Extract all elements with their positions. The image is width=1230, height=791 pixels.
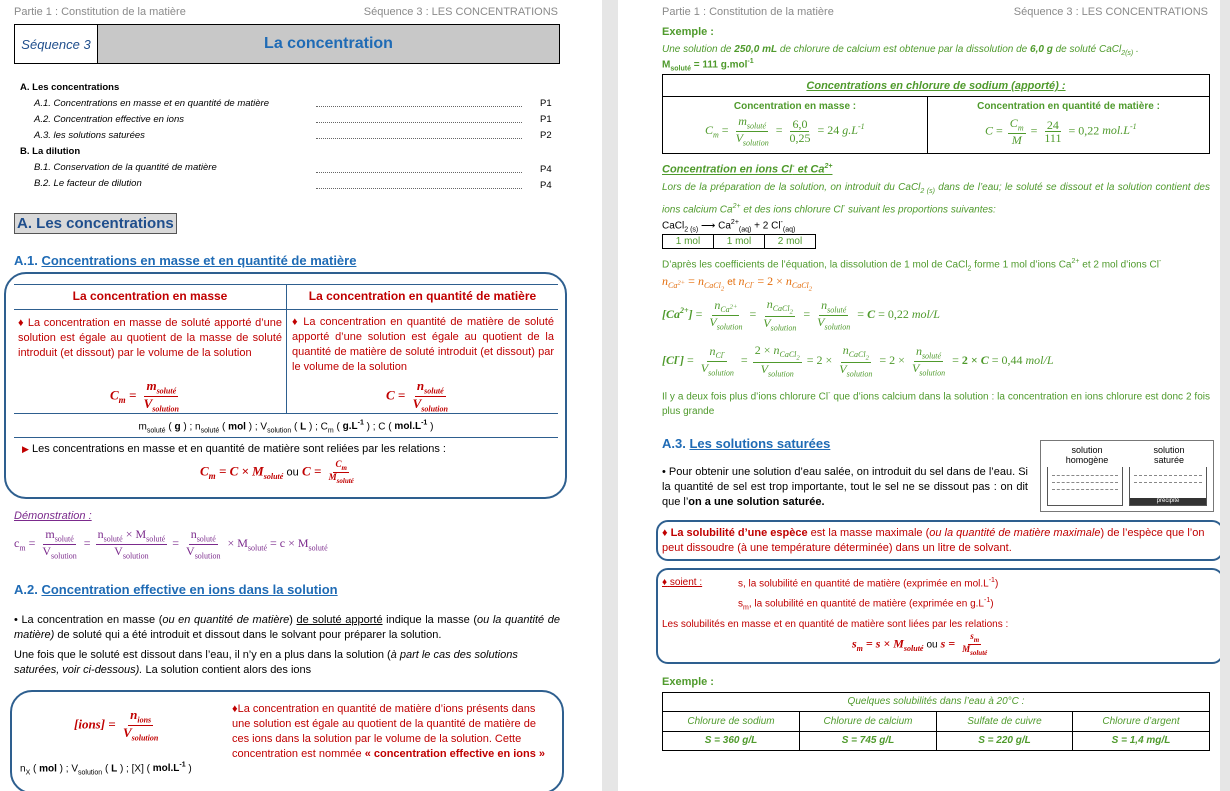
solubility-val-1: S = 745 g/L [841, 735, 895, 746]
molar-concentration-header: La concentration en quantité de matière [308, 289, 537, 303]
page-2 [618, 0, 1220, 791]
solubility-col-3: Chlorure d’argent [1102, 716, 1180, 727]
header-right: Séquence 3 : LES CONCENTRATIONS [363, 6, 558, 18]
ca-concentration-formula: $[Ca^{2+}]$ = $\frac{n_{Ca^{2+}}}{V_{solution}}$ = $\frac{n_{CaCl_2}}{V_{solution}}$ = $\frac{n_{soluté}}{V_{solution}}$ = C = 0,22 mol/L [662, 297, 940, 333]
soient-label: ♦ soient : [662, 577, 703, 588]
c-calculation: C = $\frac{C_m}{M}$ = $\frac{24}{111}$ = 0,22 $mol.L^{-1}$ [985, 116, 1137, 147]
table-of-contents [20, 82, 560, 194]
example2-title: Exemple : [662, 676, 714, 688]
header-left: Partie 1 : Constitution de la matière [662, 6, 834, 18]
section-a3-title: A.3. Les solutions saturées [662, 436, 831, 451]
beaker-homogeneous [1047, 467, 1123, 506]
mole-table: 1 mol 1 mol 2 mol [662, 234, 816, 249]
section-a-title: A. Les concentrations [14, 213, 177, 234]
sequence-label: Séquence 3 [15, 25, 98, 63]
toc-row[interactable]: A.3. les solutions saturées P2 [34, 130, 552, 141]
toc-b: B. La dilution [20, 146, 81, 157]
solubility-col-1: Chlorure de calcium [823, 716, 913, 727]
ions-formula: [ions] = $\frac{n_{ions}}{V_{solution}}$ [74, 707, 159, 743]
beaker-saturated [1129, 467, 1207, 506]
saturated-label: solution saturée [1153, 445, 1185, 465]
toc-row[interactable]: A.1. Concentrations en masse et en quantité de matière P1 [34, 98, 552, 109]
page-1 [0, 0, 602, 791]
chloride-conclusion: Il y a deux fois plus d’ions chlorure Cl- que d’ions calcium dans la solution : la concentration en ions chlorure est donc 2 fois plus grande [662, 390, 1210, 418]
solubility-val-0: S = 360 g/L [704, 735, 758, 746]
a1-table [14, 284, 558, 414]
mole-relation: $n_{Ca^{2+}} = n_{CaCl_2}$ et $n_{Cl^-} = 2 \times n_{CaCl_2}$ [662, 274, 813, 293]
solubility-val-2: S = 220 g/L [978, 735, 1031, 746]
solubility-table [662, 692, 1210, 751]
solubility-val-3: S = 1,4 mg/L [1111, 735, 1171, 746]
a2-paragraph-2: Une fois que le soluté est dissout dans l’eau, il n’y en a plus dans la solution (à part le cas des solutions saturées, voir ci-dessous). La solution contient alors des ions [14, 649, 518, 676]
page-title: La concentration [98, 25, 559, 63]
toc-row[interactable]: A.2. Concentration effective en ions P1 [34, 114, 552, 125]
solubility-sm: $s_m$, la solubilité en quantité de matière (exprimée en $g.L^{-1}$) [738, 597, 994, 612]
c-formula: C = $\frac{n_{soluté}}{V_{solution}}$ [386, 378, 448, 414]
precipitate-label: précipité [1130, 498, 1206, 505]
a3-paragraph: • Pour obtenir une solution d’eau salée, on introduit du sel dans de l’eau. Si la quantité de sel est trop importante, tout le sel ne se dissout pas : on dit que l’on a une solution saturée. [662, 466, 1028, 508]
header-left: Partie 1 : Constitution de la matière [14, 6, 186, 18]
a2-paragraph-1: • La concentration en masse (ou en quantité de matière) de soluté apporté indique la masse (ou la quantité de matière) de soluté qui a été introduit et dissout dans le solvant pour préparer la solution. [14, 614, 560, 641]
molar-col-header: Concentration en quantité de matière : [977, 101, 1160, 112]
mass-concentration-definition: ♦ La concentration en masse de soluté apporté d’une solution est égale au quotient de la masse de soluté introduit (et dissout) par le volume de la solution [18, 317, 282, 359]
header-right: Séquence 3 : LES CONCENTRATIONS [1013, 6, 1208, 18]
saturation-figure [1040, 440, 1214, 512]
solubility-col-0: Chlorure de sodium [687, 716, 775, 727]
toc-row[interactable]: B.2. Le facteur de dilution P4 [34, 178, 552, 191]
solubility-formula: $s_m = s \times M_{soluté}$ ou s = $\frac{s_m}{M_{soluté}}$ [852, 631, 988, 657]
a1-units: $m_{soluté}$ ( g ) ; $n_{soluté}$ ( mol ) ; $V_{solution}$ ( L ) ; $C_m$ ( $g.L^{-1}$ ) ; C ( $mol.L^{-1}$ ) [138, 420, 434, 435]
homogeneous-label: solution homogène [1065, 445, 1109, 465]
example-table-header: Concentrations en chlorure de sodium (apporté) : [806, 80, 1066, 92]
molar-concentration-definition: ♦ La concentration en quantité de matière de soluté apporté d’une solution est égale au quotient de la quantité de matière de soluté introduit (et dissout) par le volume de la solution [292, 316, 554, 373]
a1-relation-text: ▶ Les concentrations en masse et en quantité de matière sont reliées par les relations : [22, 443, 446, 455]
solubility-col-2: Sulfate de cuivre [967, 716, 1042, 727]
example-statement: Une solution de 250,0 mL de chlorure de calcium est obtenue par la dissolution de 6,0 g de soluté CaCl$_{2(s)}$ . [662, 44, 1139, 57]
cm-calculation: $C_m$ = $\frac{m_{soluté}}{V_{solution}}$ = $\frac{6,0}{0,25}$ = 24 $g.L^{-1}$ [705, 114, 865, 148]
molar-mass: $M_{soluté} = 111$ g.mol$^{-1}$ [662, 58, 754, 73]
mass-concentration-header: La concentration en masse [72, 289, 228, 303]
example-title: Exemple : [662, 26, 714, 38]
ions-paragraph: Lors de la préparation de la solution, on introduit du CaCl$_{2 (s)}$ dans de l’eau; le soluté se dissout et la solution contient des ions calcium $Ca^{2+}$ et des ions chlorure Cl- suivant les proportions suivantes: [662, 182, 1210, 216]
ions-units: $n_X$ ( mol ) ; $V_{solution}$ ( L ) ; [X] ( $mol.L^{-1}$ ) [20, 762, 192, 777]
solubility-table-caption: Quelques solubilités dans l’eau à 20°C : [847, 696, 1025, 707]
ions-definition: ♦La concentration en quantité de matière d’ions présents dans une solution est égale au quotient de la quantité de matière de ces ions dans la solution par le volume de la solution. Cette concentration est nommée « concentration effective en ions » [232, 703, 546, 760]
solubility-definition: ♦ La solubilité d’une espèce est la masse maximale (ou la quantité de matière maximale) de l’espèce que l’on peut dissoudre (à une température déterminée) dans un litre de solvant. [662, 527, 1205, 554]
title-banner [14, 24, 560, 64]
solubility-relation-text: Les solubilités en masse et en quantité de matière sont liées par les relations : [662, 619, 1009, 630]
ions-concentration-title: Concentration en ions Cl- et $Ca^{2+}$ [662, 163, 833, 176]
section-a2-title: A.2. Concentration effective en ions dans la solution [14, 582, 338, 597]
dissolution-equation: CaCl$_{2 (s)}$ ⟶ $Ca^{2+}_{(aq)} + 2$ $Cl^-_{(aq)}$ [662, 219, 796, 234]
mass-col-header: Concentration en masse : [733, 101, 857, 112]
solubility-s: s, la solubilité en quantité de matière (exprimée en $mol.L^{-1}$) [738, 577, 999, 590]
relation-formula: $C_m = C \times M_{soluté}$ ou C = $\frac{C_m}{M_{soluté}}$ [200, 459, 354, 485]
cl-concentration-formula: [Cl-] = $\frac{n_{Cl^-}}{V_{solution}}$ = $\frac{2 \times n_{CaCl_2}}{V_{solution}}$ = 2 × $\frac{n_{CaCl_2}}{V_{solution}}$ = 2 × $\frac{n_{soluté}}{V_{solution}}$ = 2 × C = 0,44 mol/L [662, 343, 1054, 379]
coefficients-text: D’après les coefficients de l’équation, la dissolution de 1 mol de CaCl$_2$ forme 1 mol d’ions $Ca^{2+}$ et 2 mol d’ions Cl- [662, 258, 1162, 273]
section-a1-title: A.1. Concentrations en masse et en quantité de matière [14, 253, 357, 268]
demo-label: Démonstration : [14, 510, 92, 522]
demo-formula: $c_m$ = $\frac{m_{soluté}}{V_{solution}}$ = $\frac{n_{soluté} \times M_{soluté}}{V_{solution}}$ = $\frac{n_{soluté}}{V_{solution}}$ × $M_{soluté} = c \times M_{soluté}$ [14, 527, 328, 561]
example-table [662, 74, 1210, 154]
toc-row[interactable]: B.1. Conservation de la quantité de matière P4 [34, 162, 552, 175]
cm-formula: $C_m$ = $\frac{m_{soluté}}{V_{solution}}$ [110, 378, 179, 414]
toc-a: A. Les concentrations [20, 82, 120, 93]
